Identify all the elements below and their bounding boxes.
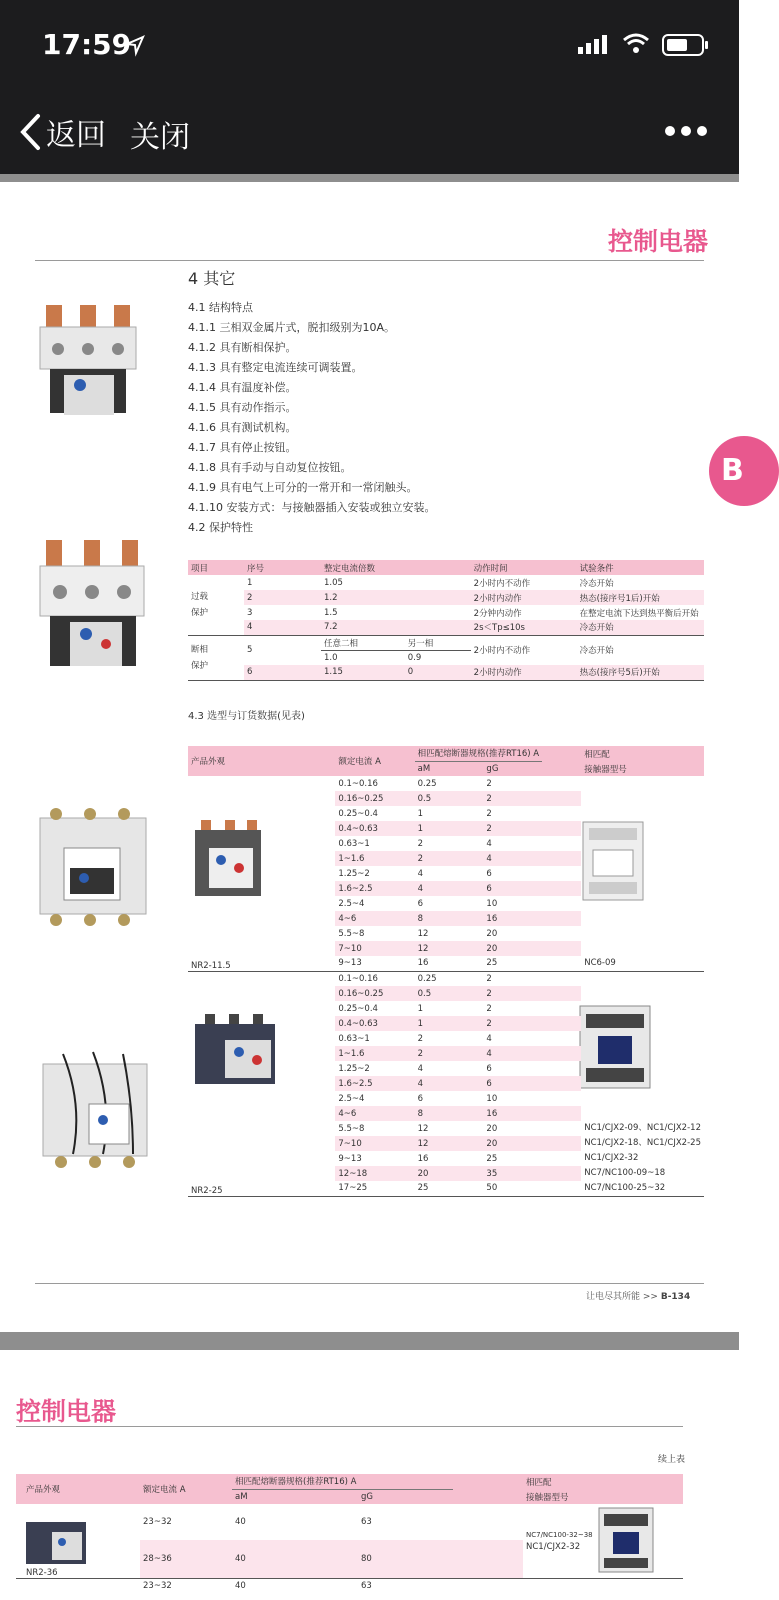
table-cell: 5.5~8	[338, 1123, 365, 1134]
table-cell: 3	[247, 607, 253, 618]
table-cell: 12~18	[335, 1166, 414, 1181]
table-cell: 2	[415, 1046, 484, 1061]
page-separator	[0, 1332, 739, 1350]
feature-line: 4.1.10 安装方式：与接触器插入安装或独立安装。	[188, 501, 436, 514]
table-subheader: 另一相	[405, 635, 471, 650]
table-cell: 23~32	[143, 1580, 172, 1591]
feature-line: 4.1.6 具有测试机构。	[188, 421, 297, 434]
relay-photo	[40, 305, 140, 423]
table-cell: 1	[417, 808, 424, 819]
table-cell: 0.4~0.63	[335, 1016, 414, 1031]
feature-line: 4.2 保护特性	[188, 521, 253, 534]
status-bar	[0, 0, 739, 90]
table-cell: 1.6~2.5	[335, 1076, 414, 1091]
close-button[interactable]: 关闭	[130, 120, 190, 155]
table-cell: 7~10	[335, 1136, 414, 1151]
table-header: 相匹配熔断器规格(推荐RT16) A	[232, 1474, 453, 1489]
table-cell: 35	[483, 1166, 542, 1181]
model-cell	[188, 971, 335, 1196]
table-cell: 1	[417, 1003, 424, 1014]
table-header: 整定电流倍数	[324, 563, 376, 574]
sub-heading: 4.3 选型与订货数据(见表)	[188, 711, 305, 722]
table-cell: 0.1~0.16	[338, 778, 378, 789]
table-cell: 2	[415, 851, 484, 866]
divider	[16, 1426, 683, 1427]
table-cell: 4	[417, 868, 424, 879]
table-cell: 6	[247, 667, 253, 678]
feature-line: 4.1 结构特点	[188, 301, 253, 314]
table-cell: 50	[486, 1183, 498, 1194]
table-cell: 17~25	[338, 1183, 368, 1194]
table-cell: 63	[361, 1580, 372, 1591]
nav-bar	[0, 90, 739, 174]
table-cell: 过载	[191, 591, 209, 602]
table-header: 试验条件	[579, 563, 614, 574]
contactor-model: NC7/NC100-25~32	[584, 1182, 666, 1193]
table-cell: 1.0	[324, 652, 338, 663]
table-cell: 20	[483, 941, 542, 956]
table-cell: 4~6	[335, 911, 414, 926]
relay-photo	[43, 1044, 151, 1172]
table-cell: 20	[486, 1123, 498, 1134]
table-cell: 0.5	[415, 791, 484, 806]
table-subheader: 任意二相	[321, 635, 405, 650]
table-header: 额定电流 A	[338, 757, 381, 767]
table-cell: 4	[486, 1033, 492, 1044]
table-cell: 4~6	[335, 1106, 414, 1121]
table-cell: 热态(接序号5后)开始	[579, 668, 660, 679]
selection-table	[188, 746, 704, 1197]
table-cell: 0.5	[415, 986, 484, 1001]
table-header: 产品外观	[26, 1485, 61, 1495]
table-cell: 2	[486, 973, 492, 984]
table-cell: 6	[483, 881, 542, 896]
table-header: 序号	[247, 563, 265, 574]
table-cell: 2	[486, 1003, 492, 1014]
table-cell: 2	[417, 838, 424, 849]
table-group	[188, 776, 704, 971]
table-cell: 10	[486, 1093, 498, 1104]
table-cell: 23~32	[143, 1517, 172, 1527]
table-cell: 5	[247, 645, 253, 656]
table-cell: 2	[483, 821, 542, 836]
table-cell: 4	[486, 838, 492, 849]
table-cell: 0.16~0.25	[335, 986, 414, 1001]
table-cell: 80	[361, 1553, 372, 1564]
table-header: gG	[361, 1491, 373, 1502]
protection-table	[188, 560, 704, 681]
back-button[interactable]	[18, 110, 106, 154]
table-cell: 16	[483, 1106, 542, 1121]
relay-photo	[26, 1518, 88, 1566]
table-cell: 6	[483, 1076, 542, 1091]
table-cell: 4	[415, 1076, 484, 1091]
table-header: 动作时间	[473, 563, 508, 574]
table-header: 相匹配	[526, 1477, 552, 1488]
selection-table-continued	[16, 1474, 683, 1593]
table-cell: 冷态开始	[579, 623, 614, 634]
table-row	[188, 776, 704, 791]
table-cell: 20	[415, 1166, 484, 1181]
table-row	[16, 1578, 683, 1593]
table-cell: 保护	[191, 607, 209, 618]
table-cell: 4	[417, 1063, 424, 1074]
table-cell: 1	[247, 577, 253, 588]
table-header: gG	[486, 763, 499, 774]
table-cell: 4	[483, 1046, 542, 1061]
table-cell: 热态(接序号1后)开始	[579, 593, 660, 604]
table-cell: 9~13	[338, 958, 362, 969]
table-cell: 4	[483, 851, 542, 866]
table-cell: 25	[417, 1183, 429, 1194]
table-cell: 20	[483, 1136, 542, 1151]
divider	[35, 1283, 704, 1284]
table-cell: 8	[415, 911, 484, 926]
table-cell: 保护	[191, 660, 209, 671]
chevron-left-icon	[18, 113, 42, 151]
table-cell: 40	[235, 1517, 246, 1527]
table-cell: 0.25~0.4	[338, 1003, 378, 1014]
table-row	[188, 575, 704, 590]
table-cell: 2分钟内动作	[473, 608, 522, 619]
table-cell: 16	[417, 958, 429, 969]
cellular-signal-icon	[578, 34, 612, 54]
table-cell: 1~1.6	[335, 1046, 414, 1061]
table-cell: 40	[235, 1553, 246, 1564]
table-cell: 0.1~0.16	[338, 973, 378, 984]
table-cell: 1	[415, 821, 484, 836]
table-cell: 2	[417, 1033, 424, 1044]
feature-line: 4.1.7 具有停止按钮。	[188, 441, 297, 454]
table-cell: 25	[486, 958, 498, 969]
table-cell: 16	[483, 911, 542, 926]
table-cell: 2小时内不动作	[473, 578, 531, 589]
table-row	[188, 605, 704, 620]
table-cell: 2.5~4	[338, 898, 365, 909]
contactor-photo	[599, 1508, 655, 1574]
table-row	[188, 971, 704, 986]
table-cell: 2小时内动作	[473, 668, 522, 679]
table-cell: 20	[486, 928, 498, 939]
table-cell: 0.25	[417, 973, 437, 984]
model-label: NR2-36	[26, 1567, 58, 1578]
table-cell: 5.5~8	[338, 928, 365, 939]
table-row	[188, 590, 704, 605]
table-row	[188, 635, 704, 650]
contactor-model: NC7/NC100-09~18	[584, 1167, 666, 1178]
table-cell: 6	[417, 898, 424, 909]
contactor-model: NC7/NC100-32~38	[526, 1530, 593, 1539]
continued-note: 续上表	[658, 1455, 686, 1465]
table-cell: 0.9	[407, 652, 422, 663]
table-cell: 1.5	[324, 607, 338, 618]
table-cell: 2	[247, 592, 253, 603]
table-cell: 7.2	[324, 622, 338, 633]
table-cell: 0.4~0.63	[335, 821, 414, 836]
table-cell: 63	[361, 1517, 372, 1527]
table-cell: 1	[415, 1016, 484, 1031]
feature-line: 4.1.2 具有断相保护。	[188, 341, 297, 354]
model-label: NR2-11.5	[191, 960, 231, 971]
table-cell: 1.25~2	[338, 868, 370, 879]
table-cell: 断相	[191, 644, 209, 655]
table-cell: 0	[407, 667, 414, 678]
table-row	[188, 620, 704, 635]
page-separator	[0, 174, 739, 182]
model-label: NR2-25	[191, 1185, 223, 1196]
table-cell: 2	[486, 778, 492, 789]
table-cell: 12	[417, 1123, 429, 1134]
table-cell: 40	[235, 1580, 246, 1591]
table-cell: 10	[486, 898, 498, 909]
table-cell: 1.2	[324, 592, 338, 603]
table-cell: 1.05	[324, 577, 343, 588]
contactor-model: NC1/CJX2-32	[584, 1152, 639, 1163]
table-cell: 1.15	[324, 667, 343, 678]
feature-line: 4.1.5 具有动作指示。	[188, 401, 297, 414]
table-cell: 0.25~0.4	[338, 808, 378, 819]
table-cell: 12	[415, 941, 484, 956]
table-cell: 1.6~2.5	[335, 881, 414, 896]
contactor-model: NC1/CJX2-18、NC1/CJX2-25	[584, 1137, 701, 1148]
table-cell: 4	[415, 881, 484, 896]
table-cell: 2	[483, 1016, 542, 1031]
table-cell: 0.25	[417, 778, 437, 789]
table-cell: 6	[486, 868, 492, 879]
table-header: 接触器型号	[584, 764, 627, 775]
table-row	[188, 665, 704, 680]
table-header: aM	[235, 1491, 248, 1502]
table-cell: 8	[415, 1106, 484, 1121]
table-cell: 1~1.6	[335, 851, 414, 866]
table-cell: 2.5~4	[338, 1093, 365, 1104]
table-cell: 0.63~1	[338, 1033, 370, 1044]
table-cell: 7~10	[335, 941, 414, 956]
model-cell	[188, 776, 335, 971]
battery-icon	[662, 34, 710, 56]
table-header: 接触器型号	[526, 1492, 569, 1503]
table-cell: 2小时内不动作	[473, 646, 531, 657]
table-header: 项目	[191, 563, 209, 574]
status-time: 17:59	[42, 28, 132, 61]
table-header: 产品外观	[191, 757, 226, 767]
table-cell: 冷态开始	[579, 646, 614, 657]
more-icon[interactable]	[664, 124, 708, 138]
table-cell: 在整定电流下达到热平衡后开始	[579, 608, 699, 619]
table-row	[16, 1504, 683, 1540]
table-cell: 6	[486, 1063, 492, 1074]
location-arrow-icon	[124, 34, 146, 56]
page-number: B-134	[660, 1292, 691, 1302]
feature-line: 4.1.1 三相双金属片式，脱扣级别为10A。	[188, 321, 396, 334]
feature-line: 4.1.3 具有整定电流连续可调装置。	[188, 361, 363, 374]
footer-slogan: 让电尽其所能 >>	[586, 1292, 658, 1302]
wifi-icon	[622, 32, 650, 54]
table-cell: 2s＜Tp≤10s	[473, 623, 525, 634]
table-cell: 28~36	[143, 1553, 172, 1564]
feature-line: 4.1.8 具有手动与自动复位按钮。	[188, 461, 352, 474]
table-cell: 1.25~2	[338, 1063, 370, 1074]
table-cell: 2	[483, 791, 542, 806]
table-group	[188, 971, 704, 1196]
table-header: 相匹配熔断器规格(推荐RT16) A	[415, 746, 542, 761]
table-cell: 16	[417, 1153, 429, 1164]
contactor-model: NC6-09	[584, 957, 616, 968]
table-cell: 2	[486, 808, 492, 819]
table-cell: 2	[483, 986, 542, 1001]
relay-photo	[40, 808, 150, 928]
table-cell: 0.16~0.25	[335, 791, 414, 806]
feature-list	[188, 298, 435, 538]
table-cell: 6	[417, 1093, 424, 1104]
table-header: aM	[417, 763, 431, 774]
table-header: 额定电流 A	[143, 1485, 186, 1495]
table-cell: 冷态开始	[579, 578, 614, 589]
section-tab[interactable]: B	[709, 436, 779, 506]
brand-heading: 控制电器	[16, 1397, 117, 1426]
table-header: 相匹配	[584, 749, 610, 760]
contactor-model: NC1/CJX2-09、NC1/CJX2-12	[584, 1122, 701, 1133]
footer	[586, 1289, 690, 1302]
table-cell: 12	[415, 1136, 484, 1151]
divider	[35, 260, 704, 261]
table-cell: 4	[247, 622, 253, 633]
feature-line: 4.1.4 具有温度补偿。	[188, 381, 297, 394]
brand-heading: 控制电器	[608, 227, 709, 256]
back-label: 返回	[46, 118, 106, 153]
table-cell: 9~13	[338, 1153, 362, 1164]
contactor-cell	[581, 971, 704, 1196]
table-cell: 0.63~1	[338, 838, 370, 849]
contactor-model: NC1/CJX2-32	[526, 1541, 581, 1552]
table-cell: 25	[486, 1153, 498, 1164]
relay-photo	[40, 540, 148, 672]
contactor-cell	[581, 776, 704, 971]
table-cell: 12	[417, 928, 429, 939]
feature-line: 4.1.9 具有电气上可分的一常开和一常闭触头。	[188, 481, 418, 494]
section-title: 4 其它	[188, 269, 236, 288]
table-cell: 2小时内动作	[473, 593, 522, 604]
